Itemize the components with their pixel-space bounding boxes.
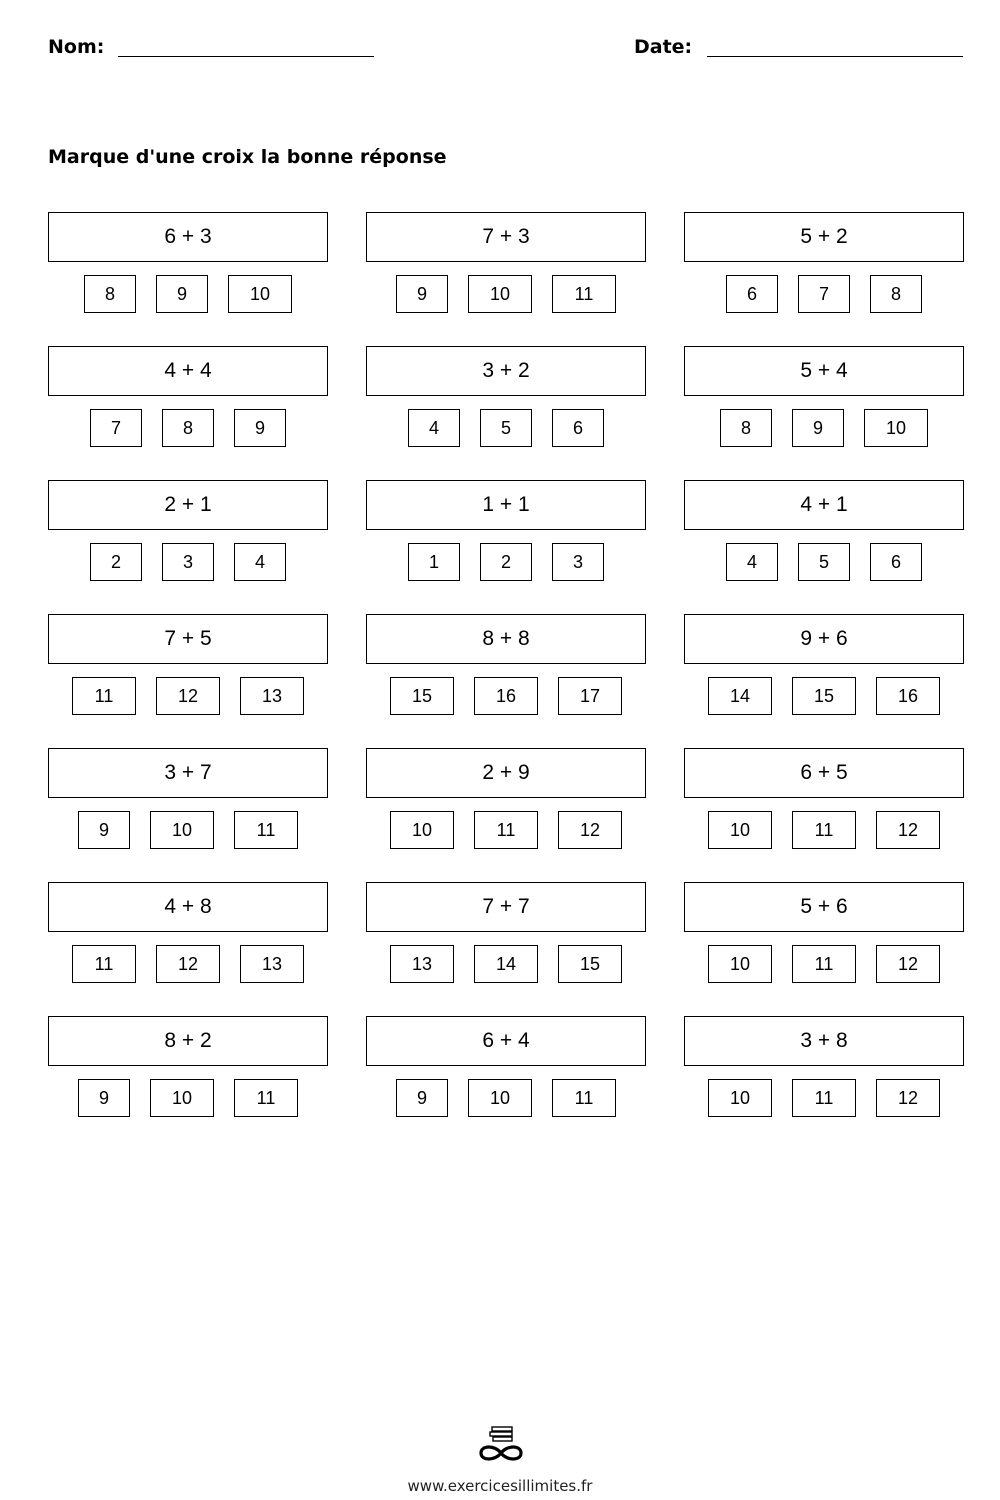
answer-choices: [366, 543, 646, 581]
problem-card: [684, 212, 964, 311]
answer-choice-box[interactable]: 13: [240, 677, 304, 715]
answer-choices: [48, 945, 328, 983]
answer-choices: [48, 1079, 328, 1117]
problem-expression: 6 + 3: [48, 212, 328, 262]
answer-choice-box[interactable]: 4: [726, 543, 778, 581]
problem-expression: 2 + 1: [48, 480, 328, 530]
answer-choices: [366, 1079, 646, 1117]
answer-choice-box[interactable]: 12: [876, 811, 940, 849]
date-write-line[interactable]: [707, 56, 963, 57]
problem-card: [48, 480, 328, 579]
answer-choice-box[interactable]: 8: [720, 409, 772, 447]
answer-choice-box[interactable]: 10: [150, 811, 214, 849]
answer-choice-box[interactable]: 10: [468, 1079, 532, 1117]
problem-expression: 5 + 2: [684, 212, 964, 262]
instruction-text: Marque d'une croix la bonne réponse: [48, 146, 447, 168]
answer-choice-box[interactable]: 9: [234, 409, 286, 447]
answer-choice-box[interactable]: 15: [390, 677, 454, 715]
answer-choice-box[interactable]: 14: [708, 677, 772, 715]
problem-expression: 5 + 4: [684, 346, 964, 396]
answer-choice-box[interactable]: 5: [480, 409, 532, 447]
problems-grid: [48, 212, 964, 1115]
answer-choice-box[interactable]: 11: [792, 811, 856, 849]
problem-card: [684, 1016, 964, 1115]
answer-choices: [48, 811, 328, 849]
answer-choices: [48, 275, 328, 313]
answer-choice-box[interactable]: 9: [78, 1079, 130, 1117]
answer-choice-box[interactable]: 3: [552, 543, 604, 581]
problem-card: [366, 480, 646, 579]
answer-choices: [684, 543, 964, 581]
problem-card: [684, 748, 964, 847]
answer-choice-box[interactable]: 9: [792, 409, 844, 447]
answer-choice-box[interactable]: 10: [390, 811, 454, 849]
problem-card: [48, 346, 328, 445]
answer-choices: [48, 543, 328, 581]
answer-choice-box[interactable]: 16: [474, 677, 538, 715]
problem-card: [366, 614, 646, 713]
answer-choices: [684, 945, 964, 983]
problem-expression: 9 + 6: [684, 614, 964, 664]
answer-choice-box[interactable]: 17: [558, 677, 622, 715]
answer-choice-box[interactable]: 13: [390, 945, 454, 983]
answer-choice-box[interactable]: 11: [234, 811, 298, 849]
answer-choice-box[interactable]: 9: [396, 275, 448, 313]
problem-expression: 8 + 8: [366, 614, 646, 664]
problem-card: [366, 748, 646, 847]
answer-choice-box[interactable]: 9: [396, 1079, 448, 1117]
problem-expression: 8 + 2: [48, 1016, 328, 1066]
date-label: Date:: [634, 36, 693, 58]
problem-card: [684, 614, 964, 713]
answer-choice-box[interactable]: 7: [798, 275, 850, 313]
answer-choice-box[interactable]: 16: [876, 677, 940, 715]
answer-choices: [48, 409, 328, 447]
answer-choice-box[interactable]: 8: [162, 409, 214, 447]
answer-choice-box[interactable]: 11: [552, 275, 616, 313]
answer-choices: [684, 811, 964, 849]
answer-choice-box[interactable]: 10: [468, 275, 532, 313]
problem-card: [684, 480, 964, 579]
answer-choice-box[interactable]: 11: [552, 1079, 616, 1117]
answer-choice-box[interactable]: 6: [870, 543, 922, 581]
answer-choice-box[interactable]: 7: [90, 409, 142, 447]
problem-card: [366, 1016, 646, 1115]
problem-card: [366, 882, 646, 981]
problem-card: [366, 212, 646, 311]
answer-choice-box[interactable]: 11: [792, 945, 856, 983]
answer-choice-box[interactable]: 10: [708, 1079, 772, 1117]
answer-choice-box[interactable]: 11: [72, 945, 136, 983]
answer-choice-box[interactable]: 9: [78, 811, 130, 849]
answer-choice-box[interactable]: 12: [156, 677, 220, 715]
answer-choice-box[interactable]: 13: [240, 945, 304, 983]
answer-choice-box[interactable]: 8: [870, 275, 922, 313]
problem-expression: 4 + 8: [48, 882, 328, 932]
answer-choice-box[interactable]: 10: [708, 945, 772, 983]
infinity-books-icon: [476, 1422, 526, 1464]
answer-choice-box[interactable]: 12: [558, 811, 622, 849]
problem-expression: 7 + 5: [48, 614, 328, 664]
answer-choice-box[interactable]: 12: [876, 945, 940, 983]
problem-card: [684, 882, 964, 981]
problem-expression: 6 + 5: [684, 748, 964, 798]
problem-expression: 5 + 6: [684, 882, 964, 932]
answer-choice-box[interactable]: 11: [474, 811, 538, 849]
problem-card: [48, 748, 328, 847]
problem-expression: 6 + 4: [366, 1016, 646, 1066]
answer-choice-box[interactable]: 15: [558, 945, 622, 983]
answer-choices: [366, 275, 646, 313]
answer-choice-box[interactable]: 4: [234, 543, 286, 581]
problem-card: [684, 346, 964, 445]
answer-choice-box[interactable]: 14: [474, 945, 538, 983]
problem-expression: 7 + 3: [366, 212, 646, 262]
problem-card: [48, 882, 328, 981]
answer-choice-box[interactable]: 12: [876, 1079, 940, 1117]
footer-url: www.exercicesillimites.fr: [407, 1477, 593, 1495]
problem-expression: 3 + 2: [366, 346, 646, 396]
answer-choice-box[interactable]: 10: [708, 811, 772, 849]
problem-expression: 3 + 7: [48, 748, 328, 798]
answer-choice-box[interactable]: 9: [156, 275, 208, 313]
answer-choice-box[interactable]: 11: [234, 1079, 298, 1117]
answer-choices: [366, 409, 646, 447]
problem-card: [48, 614, 328, 713]
answer-choice-box[interactable]: 5: [798, 543, 850, 581]
problem-card: [48, 1016, 328, 1115]
answer-choice-box[interactable]: 6: [552, 409, 604, 447]
answer-choice-box[interactable]: 11: [72, 677, 136, 715]
problem-expression: 2 + 9: [366, 748, 646, 798]
answer-choice-box[interactable]: 8: [84, 275, 136, 313]
problem-expression: 3 + 8: [684, 1016, 964, 1066]
answer-choices: [684, 409, 964, 447]
answer-choices: [366, 677, 646, 715]
answer-choice-box[interactable]: 10: [864, 409, 928, 447]
answer-choice-box[interactable]: 6: [726, 275, 778, 313]
name-write-line[interactable]: [118, 56, 374, 57]
answer-choice-box[interactable]: 4: [408, 409, 460, 447]
problem-expression: 4 + 4: [48, 346, 328, 396]
problem-expression: 7 + 7: [366, 882, 646, 932]
problem-card: [48, 212, 328, 311]
answer-choice-box[interactable]: 3: [162, 543, 214, 581]
problem-expression: 4 + 1: [684, 480, 964, 530]
answer-choice-box[interactable]: 1: [408, 543, 460, 581]
answer-choice-box[interactable]: 10: [150, 1079, 214, 1117]
problem-card: [366, 346, 646, 445]
name-label: Nom:: [48, 36, 105, 58]
answer-choice-box[interactable]: 11: [792, 1079, 856, 1117]
answer-choices: [684, 275, 964, 313]
answer-choice-box[interactable]: 12: [156, 945, 220, 983]
answer-choices: [48, 677, 328, 715]
answer-choice-box[interactable]: 2: [90, 543, 142, 581]
answer-choices: [366, 945, 646, 983]
problem-expression: 1 + 1: [366, 480, 646, 530]
answer-choices: [684, 1079, 964, 1117]
answer-choices: [684, 677, 964, 715]
answer-choice-box[interactable]: 15: [792, 677, 856, 715]
answer-choices: [366, 811, 646, 849]
answer-choice-box[interactable]: 2: [480, 543, 532, 581]
answer-choice-box[interactable]: 10: [228, 275, 292, 313]
